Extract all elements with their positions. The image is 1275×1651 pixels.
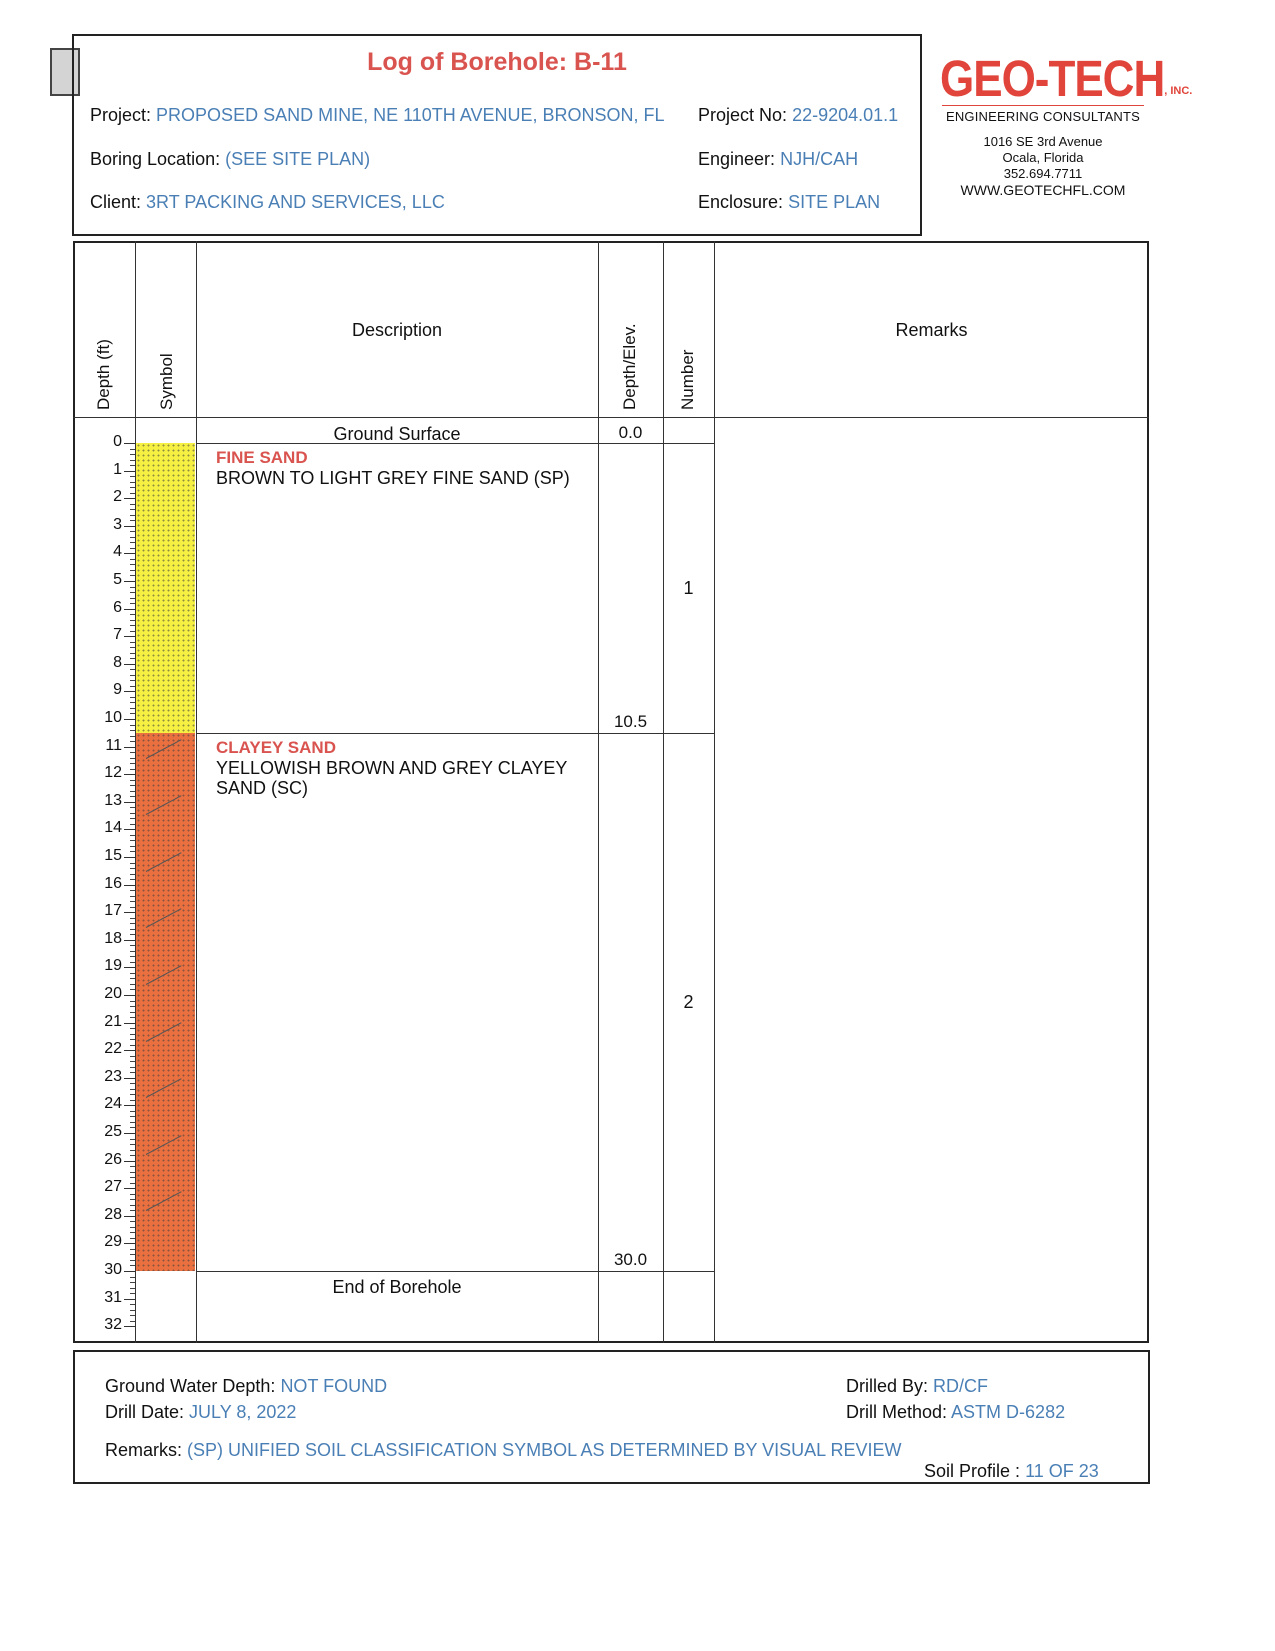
depth-tick-minor: [130, 813, 135, 814]
depth-tick-minor: [130, 879, 135, 880]
depth-tick-minor: [130, 1260, 135, 1261]
depth-tick-minor: [130, 680, 135, 681]
depth-tick-minor: [130, 824, 135, 825]
depth-label: 16: [104, 874, 122, 892]
depth-tick-minor: [130, 669, 135, 670]
depth-tick-major: [124, 526, 135, 527]
depth-tick-major: [124, 912, 135, 913]
header-underline: [73, 417, 1149, 418]
depth-tick-minor: [130, 1100, 135, 1101]
depth-tick-minor: [130, 945, 135, 946]
depth-tick-minor: [130, 1183, 135, 1184]
depth-tick-minor: [130, 984, 135, 985]
address-line-2: Ocala, Florida: [1002, 150, 1084, 165]
col-header-depth: Depth (ft): [94, 339, 113, 410]
depth-tick-minor: [130, 1249, 135, 1250]
depth-tick-major: [124, 443, 135, 444]
depth-tick-major: [124, 719, 135, 720]
col-header-remarks: Remarks: [895, 320, 968, 340]
depth-tick-minor: [130, 818, 135, 819]
depth-tick-minor: [130, 631, 135, 632]
depth-tick-minor: [130, 1282, 135, 1283]
col-header-depth-elev: Depth/Elev.: [620, 323, 639, 410]
layer-name: FINE SAND: [216, 448, 308, 467]
depth-tick-minor: [130, 989, 135, 990]
depth-tick-major: [124, 967, 135, 968]
boring-value: (SEE SITE PLAN): [225, 149, 371, 169]
depth-tick-minor: [130, 564, 135, 565]
depth-tick-minor: [130, 642, 135, 643]
method-label: Drill Method:: [846, 1402, 948, 1422]
depth-tick-major: [124, 1161, 135, 1162]
depth-tick-minor: [130, 1277, 135, 1278]
depth-tick-minor: [130, 1205, 135, 1206]
depth-tick-minor: [130, 769, 135, 770]
depth-tick-minor: [130, 1304, 135, 1305]
depth-tick-minor: [130, 1034, 135, 1035]
depth-tick-minor: [130, 890, 135, 891]
depth-tick-minor: [130, 863, 135, 864]
soil-symbol-1: [136, 443, 195, 733]
depth-tick-minor: [130, 537, 135, 538]
depth-tick-minor: [130, 449, 135, 450]
depth-tick-minor: [130, 1111, 135, 1112]
depth-tick-minor: [130, 725, 135, 726]
depth-label: 15: [104, 847, 122, 864]
depth-tick-minor: [130, 1028, 135, 1029]
depth-tick-major: [124, 609, 135, 610]
depth-tick-minor: [130, 1127, 135, 1128]
method-value: ASTM D-6282: [951, 1402, 1066, 1422]
depth-tick-minor: [130, 796, 135, 797]
depth-tick-minor: [130, 1150, 135, 1151]
depth-tick-major: [124, 747, 135, 748]
depth-tick-minor: [130, 791, 135, 792]
depth-label: 8: [113, 653, 122, 671]
depth-tick-minor: [130, 929, 135, 930]
engineer-value: NJH/CAH: [780, 149, 859, 169]
address-line-1: 1016 SE 3rd Avenue: [983, 134, 1103, 149]
drilled-value: RD/CF: [933, 1376, 989, 1396]
depth-tick-minor: [130, 1094, 135, 1095]
profile-label: Soil Profile :: [924, 1461, 1021, 1481]
depth-tick-minor: [130, 973, 135, 974]
depth-label: 32: [104, 1316, 122, 1334]
depth-tick-minor: [130, 923, 135, 924]
depth-label: 4: [113, 543, 122, 561]
depth-tick-minor: [130, 697, 135, 698]
drilled-label: Drilled By:: [846, 1376, 929, 1396]
company-suffix: , INC.: [1164, 85, 1193, 97]
depth-tick-minor: [130, 1122, 135, 1123]
depth-tick-minor: [130, 1139, 135, 1140]
col-header-description: Description: [351, 320, 443, 340]
depth-tick-minor: [130, 1238, 135, 1239]
drilled-row: [846, 1376, 988, 1397]
depth-tick-minor: [130, 625, 135, 626]
projno-value: 22-9204.01.1: [792, 105, 899, 125]
project-row: [90, 105, 665, 126]
depth-tick-minor: [130, 752, 135, 753]
depth-label: 7: [113, 626, 122, 644]
depth-tick-major: [124, 636, 135, 637]
company-phone: 352.694.7711: [1003, 166, 1083, 181]
client-value: 3RT PACKING AND SERVICES, LLC: [146, 192, 445, 212]
company-tagline: ENGINEERING CONSULTANTS: [945, 109, 1141, 124]
layer-name: CLAYEY SAND: [216, 737, 336, 757]
depth-label: 23: [104, 1067, 122, 1085]
depth-tick-minor: [130, 702, 135, 703]
depth-tick-minor: [130, 868, 135, 869]
depth-tick-minor: [130, 763, 135, 764]
depth-tick-minor: [130, 1199, 135, 1200]
depth-tick-minor: [130, 465, 135, 466]
depth-tick-minor: [130, 460, 135, 461]
enclosure-row: [698, 192, 880, 213]
depth-tick-minor: [130, 1210, 135, 1211]
projno-row: [698, 105, 898, 126]
depth-label: 0: [113, 433, 122, 450]
client-row: [90, 192, 445, 213]
depth-tick-minor: [130, 598, 135, 599]
depth-tick-minor: [130, 1116, 135, 1117]
remarks-value: (SP) UNIFIED SOIL CLASSIFICATION SYMBOL AS DETERMINED BY VISUAL REVIEW: [187, 1440, 902, 1460]
depth-label: 9: [113, 681, 122, 699]
depth-tick-minor: [130, 487, 135, 488]
date-row: [105, 1402, 296, 1423]
depth-label: 3: [113, 515, 122, 533]
depth-tick-minor: [130, 962, 135, 963]
depth-tick-major: [124, 1299, 135, 1300]
col-sep-5: [714, 241, 715, 1343]
depth-label: 26: [104, 1150, 122, 1168]
depth-label: 20: [104, 985, 122, 1002]
profile-row: [924, 1461, 1099, 1482]
depth-tick-minor: [130, 807, 135, 808]
company-name: GEO-TECH: [940, 51, 1165, 108]
depth-tick-minor: [130, 835, 135, 836]
depth-tick-minor: [130, 713, 135, 714]
depth-tick-major: [124, 1216, 135, 1217]
depth-tick-minor: [130, 493, 135, 494]
depth-tick-minor: [130, 840, 135, 841]
depth-tick-minor: [130, 1254, 135, 1255]
boring-row: [90, 149, 370, 170]
depth-tick-minor: [130, 647, 135, 648]
depth-tick-minor: [130, 570, 135, 571]
depth-tick-major: [124, 498, 135, 499]
depth-tick-minor: [130, 1265, 135, 1266]
depth-label: 11: [105, 736, 122, 754]
depth-tick-major: [124, 691, 135, 692]
depth-tick-major: [124, 885, 135, 886]
depth-tick-minor: [130, 454, 135, 455]
depth-tick-minor: [130, 851, 135, 852]
ground-depth-value: 0.0: [618, 423, 643, 442]
col-sep-4: [663, 241, 664, 1343]
sample-number: 1: [683, 577, 694, 598]
company-logo: [940, 51, 1193, 124]
depth-tick-major: [124, 1078, 135, 1079]
depth-tick-minor: [130, 907, 135, 908]
depth-tick-minor: [130, 1144, 135, 1145]
depth-tick-minor: [130, 482, 135, 483]
depth-tick-minor: [130, 520, 135, 521]
depth-tick-minor: [130, 548, 135, 549]
depth-label: 25: [104, 1123, 122, 1140]
company-address: [940, 134, 1146, 198]
depth-tick-major: [124, 581, 135, 582]
depth-tick-major: [124, 664, 135, 665]
depth-tick-minor: [130, 978, 135, 979]
depth-tick-minor: [130, 531, 135, 532]
enclosure-label: Enclosure:: [698, 192, 784, 212]
depth-tick-minor: [130, 1288, 135, 1289]
depth-tick-minor: [130, 504, 135, 505]
depth-label: 10: [104, 709, 122, 726]
depth-tick-minor: [130, 603, 135, 604]
layer-bottom-depth: 30.0: [613, 1250, 648, 1269]
depth-tick-minor: [130, 515, 135, 516]
boring-label: Boring Location:: [90, 149, 221, 169]
depth-tick-major: [124, 774, 135, 775]
depth-tick-minor: [130, 758, 135, 759]
depth-tick-minor: [130, 918, 135, 919]
depth-tick-minor: [130, 1089, 135, 1090]
depth-tick-major: [124, 1105, 135, 1106]
ground-surface-label: Ground Surface: [333, 424, 461, 444]
depth-tick-major: [124, 553, 135, 554]
depth-tick-major: [124, 940, 135, 941]
depth-tick-minor: [130, 1310, 135, 1311]
depth-label: 12: [104, 764, 122, 782]
depth-tick-minor: [130, 614, 135, 615]
gw-label: Ground Water Depth:: [105, 1376, 276, 1396]
depth-tick-major: [124, 857, 135, 858]
depth-tick-minor: [130, 1232, 135, 1233]
depth-label: 24: [104, 1095, 122, 1113]
company-website: WWW.GEOTECHFL.COM: [960, 182, 1126, 198]
client-label: Client:: [90, 192, 142, 212]
gw-row: [105, 1376, 387, 1397]
depth-label: 31: [104, 1288, 122, 1306]
depth-label: 19: [104, 957, 122, 975]
depth-label: 21: [104, 1012, 122, 1030]
depth-tick-major: [124, 1243, 135, 1244]
depth-tick-minor: [130, 846, 135, 847]
depth-tick-major: [124, 829, 135, 830]
col-header-symbol: Symbol: [157, 353, 176, 410]
depth-tick-minor: [130, 1221, 135, 1222]
depth-tick-minor: [130, 785, 135, 786]
project-value: PROPOSED SAND MINE, NE 110TH AVENUE, BRONSON, FL: [156, 105, 665, 125]
depth-tick-minor: [130, 675, 135, 676]
layer-description: BROWN TO LIGHT GREY FINE SAND (SP): [216, 468, 570, 488]
depth-tick-minor: [130, 592, 135, 593]
depth-tick-minor: [130, 1056, 135, 1057]
depth-tick-minor: [130, 934, 135, 935]
gw-value: NOT FOUND: [280, 1376, 388, 1396]
depth-label: 29: [104, 1233, 122, 1251]
depth-tick-major: [124, 995, 135, 996]
depth-tick-minor: [130, 620, 135, 621]
depth-tick-major: [124, 1050, 135, 1051]
depth-tick-minor: [130, 708, 135, 709]
depth-tick-minor: [130, 1067, 135, 1068]
depth-tick-minor: [130, 741, 135, 742]
depth-tick-minor: [130, 476, 135, 477]
enclosure-value: SITE PLAN: [788, 192, 881, 212]
depth-tick-minor: [130, 1227, 135, 1228]
depth-label: 28: [104, 1205, 122, 1223]
depth-tick-minor: [130, 1083, 135, 1084]
depth-label: 13: [104, 791, 122, 809]
depth-label: 30: [104, 1261, 122, 1278]
depth-tick-minor: [130, 1039, 135, 1040]
depth-tick-minor: [130, 542, 135, 543]
depth-tick-minor: [130, 1177, 135, 1178]
depth-tick-minor: [130, 874, 135, 875]
layer-boundary: [196, 1271, 714, 1272]
depth-tick-major: [124, 802, 135, 803]
depth-tick-major: [124, 471, 135, 472]
depth-label: 18: [104, 929, 122, 947]
depth-tick-minor: [130, 1166, 135, 1167]
date-label: Drill Date:: [105, 1402, 185, 1422]
depth-label: 1: [113, 460, 122, 478]
project-label: Project:: [90, 105, 152, 125]
remarks-row: [105, 1440, 902, 1461]
depth-tick-minor: [130, 653, 135, 654]
depth-tick-minor: [130, 1194, 135, 1195]
depth-tick-minor: [130, 1017, 135, 1018]
remarks-label: Remarks:: [105, 1440, 183, 1460]
depth-tick-major: [124, 1023, 135, 1024]
method-row: [846, 1402, 1065, 1423]
depth-tick-minor: [130, 1315, 135, 1316]
depth-tick-minor: [130, 951, 135, 952]
profile-value: 11 OF 23: [1025, 1461, 1099, 1481]
depth-tick-minor: [130, 901, 135, 902]
depth-tick-minor: [130, 1155, 135, 1156]
engineer-label: Engineer:: [698, 149, 776, 169]
depth-tick-major: [124, 1188, 135, 1189]
depth-tick-major: [124, 1326, 135, 1327]
depth-tick-minor: [130, 1072, 135, 1073]
depth-tick-minor: [130, 736, 135, 737]
depth-tick-minor: [130, 1061, 135, 1062]
col-header-number: Number: [678, 349, 697, 410]
date-value: JULY 8, 2022: [189, 1402, 297, 1422]
depth-tick-major: [124, 1133, 135, 1134]
sample-number: 2: [683, 991, 694, 1012]
depth-tick-minor: [130, 559, 135, 560]
depth-tick-minor: [130, 956, 135, 957]
layer-description: YELLOWISH BROWN AND GREY CLAYEY SAND (SC): [216, 757, 568, 798]
end-of-borehole-label: End of Borehole: [332, 1277, 462, 1297]
depth-tick-major: [124, 1271, 135, 1272]
depth-tick-minor: [130, 575, 135, 576]
depth-label: 17: [104, 902, 122, 920]
depth-tick-minor: [130, 1012, 135, 1013]
depth-label: 5: [113, 571, 122, 588]
engineer-row: [698, 149, 858, 170]
layer-bottom-depth: 10.5: [613, 711, 648, 731]
layer-boundary: [196, 733, 714, 734]
depth-tick-minor: [130, 1293, 135, 1294]
depth-label: 14: [104, 819, 122, 837]
depth-tick-minor: [130, 1006, 135, 1007]
depth-tick-minor: [130, 730, 135, 731]
depth-tick-minor: [130, 780, 135, 781]
col-sep-2: [196, 241, 197, 1343]
depth-tick-minor: [130, 1045, 135, 1046]
depth-label: 2: [113, 488, 122, 506]
depth-tick-minor: [130, 896, 135, 897]
depth-tick-minor: [130, 509, 135, 510]
depth-tick-minor: [130, 658, 135, 659]
projno-label: Project No:: [698, 105, 788, 125]
depth-tick-minor: [130, 1001, 135, 1002]
depth-tick-minor: [130, 1172, 135, 1173]
depth-label: 6: [113, 598, 122, 616]
depth-tick-minor: [130, 1321, 135, 1322]
depth-tick-minor: [130, 686, 135, 687]
page-title: Log of Borehole: B-11: [367, 48, 627, 76]
col-sep-3: [598, 241, 599, 1343]
depth-label: 27: [104, 1178, 122, 1196]
depth-label: 22: [104, 1040, 122, 1058]
depth-tick-minor: [130, 587, 135, 588]
